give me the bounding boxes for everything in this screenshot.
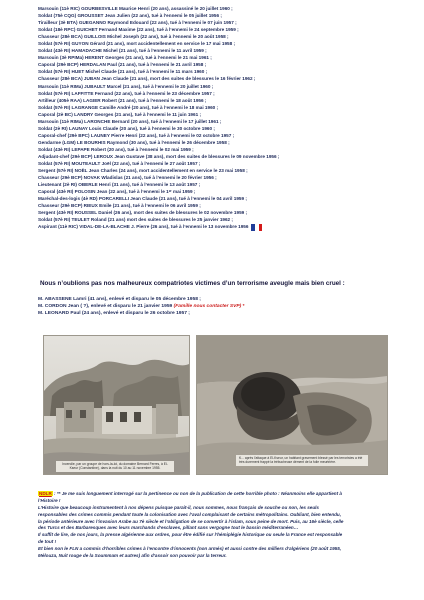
roll-entry-text: Maréchal-des-logis (4è RD) PORCARELLI Jean Claude (21 ans), tué à l’ennemi le 04 avril 1959 ; [38, 196, 247, 202]
roll-entry-text: Caporal (2è BC) LANDRY Georges (21 ans), tué à l’ennemi le 11 juin 1961 ; [38, 111, 201, 117]
roll-entry [38, 26, 398, 33]
roll-entry [38, 68, 398, 75]
roll-entry-text: Soldat (57è RI) LAGRANGE Camille André (20 ans), tué à l’ennemi le 18 mai 1960 ; [38, 104, 219, 110]
roll-entry [38, 47, 398, 54]
french-flag-icon [251, 224, 262, 231]
roll-entry [38, 125, 398, 132]
roll-entry [38, 97, 398, 104]
roll-entry-text: Chasseur (29è BCP) RIEUX Emile (21 ans), tué à l’ennemi le 06 avril 1959 ; [38, 203, 201, 209]
editor-note-text: Mélouza, Nuit rouge de la Soummam et autres) afin d’assoir son pouvoir par la terreur. [38, 553, 227, 559]
victim-text: M. LEONARD Paul (24 ans), enlevé et disparu le 26 octobre 1957 ; [38, 311, 190, 317]
roll-entry-text: Soldat (57è RI) LAFFITTE Fernand (22 ans), tué à l’ennemi le 23 décembre 1957 ; [38, 90, 215, 96]
memorial-roll [38, 5, 398, 231]
roll-entry [38, 160, 398, 167]
editor-note-text: de tout ! [38, 539, 57, 545]
editor-note-line [38, 498, 396, 505]
roll-entry [38, 12, 398, 19]
roll-entry-text: Caporal (29è BCP) HERDALAN Paul (21 ans), tué à l’ennemi le 21 avril 1958 ; [38, 62, 207, 68]
photo-burned-farm [43, 335, 190, 475]
editor-note-line [38, 546, 396, 553]
editor-note-text: des Turcs et des Barbaresques avec leurs marchands d’esclaves, pillant sans vergogne tout le bassin méditerranéen… [38, 525, 299, 531]
roll-entry-text: Artilleur (405è RAA) LAGIER Robert (21 ans), tué à l’ennemi le 18 août 1956 ; [38, 97, 207, 103]
editor-note-line [38, 519, 396, 526]
roll-entry-text: Adjudant-chef (29è BCP) LEROUX Jean Gustave (38 ans), mort des suites de blessures le 09 novembre 1956 ; [38, 153, 280, 159]
roll-entry-text: Chasseur (28è BCA) GUILLOIS Michel Joseph (22 ans), tué à l’ennemi le 20 août 1958 ; [38, 34, 229, 40]
roll-entry-text: Caporal (43è RI) POLOSIN Jean (22 ans), tué à l’ennemi le 1ᵉʳ mai 1959 ; [38, 189, 196, 195]
roll-entry [38, 223, 398, 230]
roll-entry [38, 139, 398, 146]
editor-note-line [38, 532, 396, 539]
roll-entry-text: Soldat (57è RI) MOUTEAULT Joël (22 ans), tué à l’ennemi le 27 août 1957 ; [38, 161, 201, 167]
roll-entry [38, 90, 398, 97]
roll-entry-text: Marsouin (11è RIMa) JUBAULT Marcel (21 ans), tué à l’ennemi le 20 juillet 1960 ; [38, 83, 214, 89]
roll-entry [38, 209, 398, 216]
roll-entry [38, 111, 398, 118]
ndlr-tag: NDLR [39, 491, 52, 496]
roll-entry-text: Soldat (57è RI) TEULET Roland (21 ans) mort des suites de blessures le 25 janvier 1962 ; [38, 217, 233, 223]
roll-entry-text: Sergent (43è RI) ROUSSEL Daniel (26 ans), mort des suites de blessures le 02 novembre 1959 ; [38, 210, 248, 216]
roll-entry [38, 75, 398, 82]
caption-right: K... après l’attaque à El-Kseur, un habitant gravement blessé par les terroristes a été très durement frappé la trébucheuse dément de la folie meurtrière. [236, 455, 368, 466]
roll-entry [38, 188, 398, 195]
roll-entry [38, 153, 398, 160]
victims-list [38, 296, 398, 318]
roll-entry-text: Tirailleur (3è BTA) GUEGANNO Raymond Edouard (22 ans), tué à l’ennemi le 07 juin 1957 ; [38, 20, 237, 26]
roll-entry [38, 54, 398, 61]
editor-note-text: Il suffit de lire, de nos jours, la presse algérienne aux ordres, pour être édifié sur l’hémiplégie historique ou seule la France est responsable [38, 532, 343, 538]
roll-entry [38, 33, 398, 40]
roll-entry [38, 19, 398, 26]
roll-entry [38, 174, 398, 181]
victim-text: M. CORDON Jean ( ?), enlevé et disparu le 21 janvier 1959 [38, 304, 174, 310]
roll-entry-text: Chasseur (29è BCP) NOVAK Wladislas (21 ans), tué à l’ennemi le 20 février 1956 ; [38, 175, 217, 181]
footnote-star: * [241, 304, 245, 310]
roll-entry [38, 61, 398, 68]
roll-entry [38, 146, 398, 153]
editor-note-text: la période antérieure avec l’invasion Arabe au 7è siècle et l’obligation de se convertir à l’islam, sous peine de mort. Puis, au 16è siècle, celle [38, 518, 344, 524]
editor-note-line [38, 539, 396, 546]
roll-entry-text: Marsouin (11è RIC) GOURBESVILLE Maurice Henri (20 ans), assassiné le 20 juillet 1960 ; [38, 6, 233, 11]
editor-note-text: l’Histoire ! [38, 497, 61, 503]
roll-entry [38, 195, 398, 202]
editor-note-text: : ** Je me suis longuement interrogé sur la pertinence ou non de la publication de cette horrible photo : Néanmoins elle appartient à [52, 491, 342, 496]
editor-note-line [38, 505, 396, 512]
roll-entry-text: Aspirant (11è RIC) VIDAL-DE-LA-BLACHE J. Pierre (26 ans), tué à l’ennemi le 13 novembre 1956 [38, 224, 249, 230]
roll-entry-text: Soldat (18è RPC) GUICHET Fernand Maxime (22 ans), tué à l’ennemi le 24 septembre 1959 ; [38, 27, 239, 33]
roll-entry-text: Gendarme (LGM) LE BOURHIS Raymond (30 ans), tué à l’ennemi le 26 décembre 1958 ; [38, 139, 230, 145]
roll-entry [38, 40, 398, 47]
victim-entry [38, 296, 398, 303]
editor-note-line [38, 525, 396, 532]
photo-wounded-man [196, 335, 388, 475]
roll-entry-text: Soldat (57è RI) GUYON Gérard (21 ans), mort accidentellement en service le 17 mai 1958 ; [38, 41, 236, 47]
roll-entry-text: Chasseur (28è BCA) JUBAN Jean Claude (21 ans), mort des suites de blessures le 16 février 1962 ; [38, 76, 256, 82]
editor-note-text: Et bien non le FLN a commis d’horribles crimes à l’encontre d’innocents (non armés) et aussi contre des milliers d’algériens (20 août 1955, [38, 546, 342, 552]
roll-entry-text: Marsouin (11è RIMa) LARONCHE Bernard (20 ans), tué à l’ennemi le 17 juillet 1961 ; [38, 118, 222, 124]
roll-entry [38, 132, 398, 139]
victims-heading: Nous n’oublions pas nos malheureux compatriotes victimes d’un terrorisme aveugle mais bien cruel : [40, 280, 345, 287]
roll-entry [38, 167, 398, 174]
editor-note-line [38, 553, 396, 560]
contact-note: (Famille nous contacter SVP) [173, 304, 242, 310]
roll-entry-text: Marsouin (3è RPIMa) HERENT Georges (21 ans), tué à l’ennemi le 21 mai 1961 ; [38, 55, 212, 61]
editor-note-line [38, 512, 396, 519]
caption-left: Incendie, par un groupe de hors-la-loi, du domaine Bernard Ferres, à El-Kseur (Constantine), dans la nuit du 10 au 11 novembre 1955. [56, 461, 174, 472]
roll-entry-text: Soldat (57è RI) HUET Michel Claude (21 ans), tué à l’ennemi le 11 mars 1960 ; [38, 69, 208, 75]
roll-entry [38, 216, 398, 223]
roll-entry [38, 104, 398, 111]
roll-entry-text: Soldat (2è RI) LAUNAY Louis Claude (20 ans), tué à l’ennemi le 30 octobre 1960 ; [38, 125, 215, 131]
roll-entry [38, 118, 398, 125]
victim-entry [38, 303, 398, 310]
roll-entry [38, 202, 398, 209]
roll-entry-text: Soldat (43è RI) LEPAPE Robert (20 ans), tué à l’ennemi le 02 mai 1959 ; [38, 146, 194, 152]
victim-entry [38, 310, 398, 317]
roll-entry-text: Lieutenant (2è RI) OBERLE Henri (31 ans), tué à l’ennemi le 13 août 1957 ; [38, 182, 201, 188]
editor-note-text: responsables des crimes commis pendant toute la colonisation avec l’aval complaisant de certains métropolitains. Oubliant, bien entendu, [38, 511, 342, 517]
roll-entry [38, 181, 398, 188]
roll-entry [38, 83, 398, 90]
victim-text: M. ABASSENE Lamri (41 ans), enlevé et disparu le 05 décembre 1958 ; [38, 297, 201, 302]
editor-note [38, 491, 396, 560]
roll-entry-text: Soldat (43è RI) HAMADACHE Michel (21 ans), tué à l’ennemi le 11 avril 1959 ; [38, 48, 207, 54]
editor-note-line [38, 491, 396, 498]
roll-entry-text: Sergent (57è RI) NOËL Jean Charles (24 ans), mort accidentellement en service le 23 mai 1958 ; [38, 168, 248, 174]
roll-entry-text: Caporal-chef (29è BPC) LAUNEY Pierre Henri (22 ans), tué à l’ennemi le 02 octobre 1957 ; [38, 132, 235, 138]
editor-note-text: L’Histoire que beaucoup instrumentent à nos dépens puisque parait-il, nous sommes, nous français de souche ou non, les seuls [38, 504, 319, 510]
roll-entry-text: Soldat (75è CQG) GROUSSET Jean Julien (22 ans), tué à l’ennemi le 05 juillet 1956 ; [38, 13, 222, 19]
roll-entry [38, 5, 398, 12]
